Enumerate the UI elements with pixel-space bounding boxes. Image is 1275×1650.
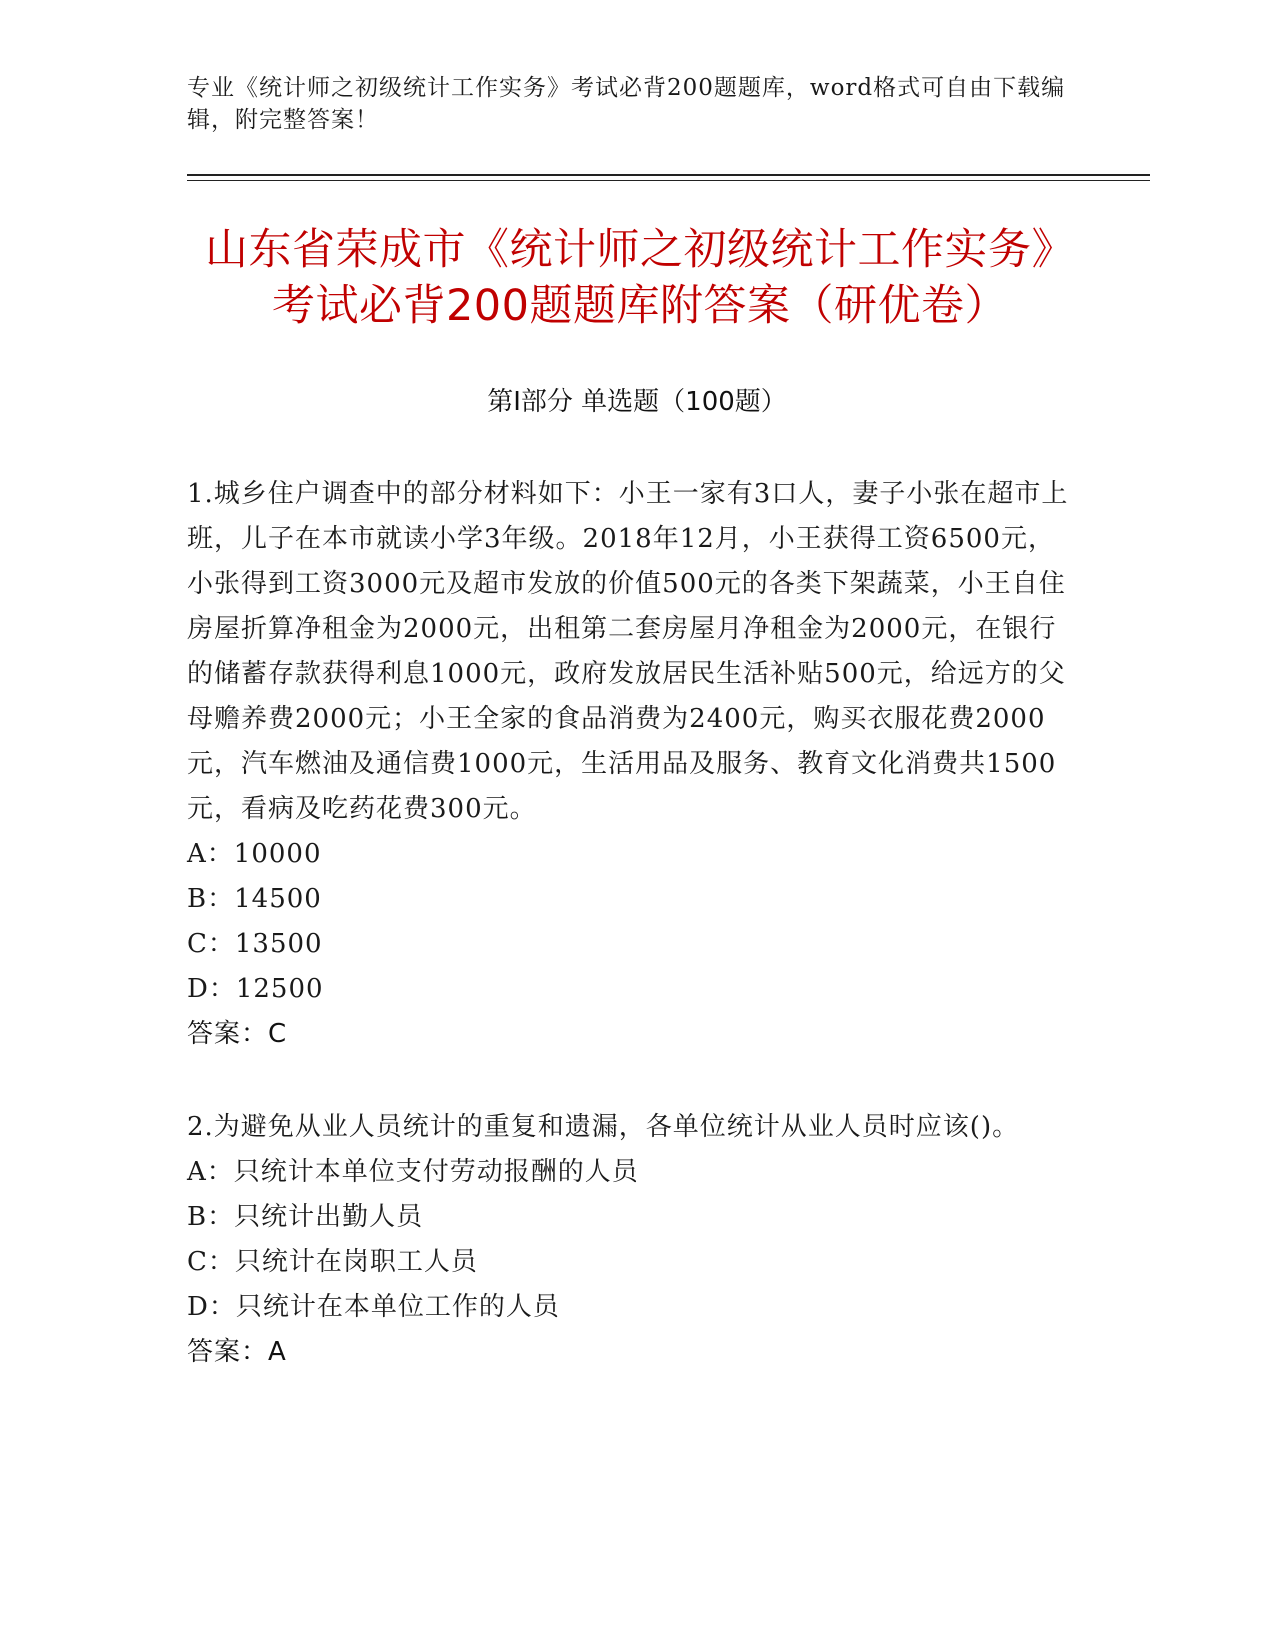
section-title: 第I部分 单选题（100题） (487, 387, 787, 417)
option-c: C：只统计在岗职工人员 (187, 1247, 478, 1277)
header-divider-thin (187, 180, 1150, 181)
option-a: A：10000 (187, 839, 322, 869)
question-stem: 1.城乡住户调查中的部分材料如下：小王一家有3口人，妻子小张在超市上班，儿子在本市就读小学3年级。2018年12月，小王获得工资6500元，小张得到工资3000元及超市发放的价值500元的各类下架蔬菜，小王自住房屋折算净租金为2000元，出租第二套房屋月净租金为2000元，在银行的储蓄存款获得利息1000元，政府发放居民生活补贴500元，给远方的父母赡养费2000元；小王全家的食品消费为2400元，购买衣服花费2000元，汽车燃油及通信费1000元，生活用品及服务、教育文化消费共1500元，看病及吃药花费300元。 (187, 479, 1069, 824)
answer: 答案：C (187, 1019, 288, 1049)
answer: 答案：A (187, 1337, 287, 1367)
option-d: D：12500 (187, 974, 324, 1004)
option-d: D：只统计在本单位工作的人员 (187, 1292, 560, 1322)
question-2 (187, 1105, 1072, 1375)
header-divider-thick (187, 174, 1150, 176)
question-stem: 2.为避免从业人员统计的重复和遗漏，各单位统计从业人员时应该()。 (187, 1112, 1020, 1142)
option-b: B：14500 (187, 884, 322, 914)
question-1 (187, 472, 1072, 1057)
header-note: 专业《统计师之初级统计工作实务》考试必背200题题库，word格式可自由下载编辑，附完整答案！ (187, 75, 1066, 133)
document-title: 山东省荣成市《统计师之初级统计工作实务》考试必背200题题库附答案（研优卷） (205, 225, 1075, 331)
option-c: C：13500 (187, 929, 323, 959)
option-a: A：只统计本单位支付劳动报酬的人员 (187, 1157, 639, 1187)
option-b: B：只统计出勤人员 (187, 1202, 424, 1232)
